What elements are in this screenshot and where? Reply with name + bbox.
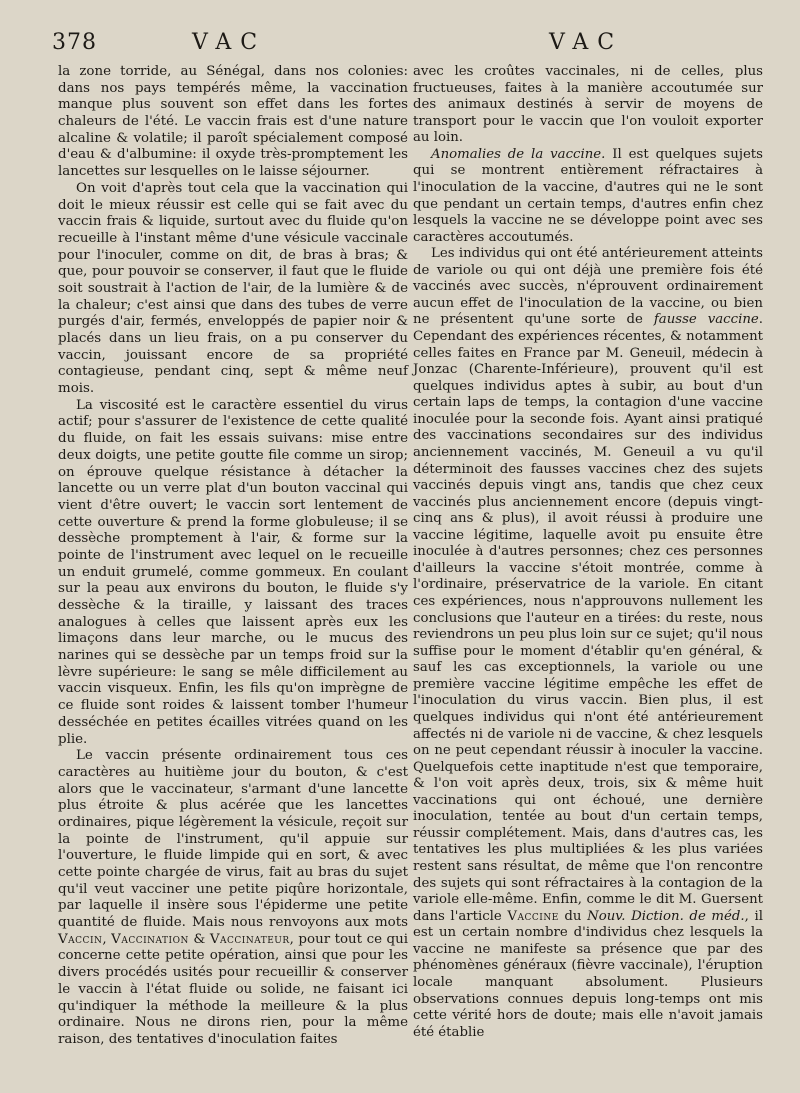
cross-reference-vaccination: Vaccination [111,931,189,947]
paragraph-continuation: avec les croûtes vaccinales, ni de celles, plus fructueuses, faites à la manière accoutumée sur des animaux destinés à servir de moyens de transport pour le vaccin que l'on vouloit exporter au loin. [413,64,763,146]
running-head-right: VAC [549,30,624,55]
cross-reference-vaccine: Vaccine [507,908,559,924]
left-column [58,64,408,1049]
paragraph-fluid-conservation: On voit d'après tout cela que la vaccination qui doit le mieux réussir est celle qui se fait avec du vaccin frais & liquide, surtout avec du fluide qu'on recueille à l'instant même d'une vésicule vaccinale pour l'inoculer, comme on dit, de bras à bras; & que, pour pouvoir se conserver, il faut que le fluide soit soustrait à l'action de l'air, de la lumière & de la chaleur; c'est ainsi que dans des tubes de verre purgés d'air, fermés, enveloppés de papier noir & placés dans un lieu frais, on a pu conserver du vaccin, jouissant encore de sa propriété contagieuse, pendant cinq, sept & même neuf mois. [58,180,408,397]
page-header [52,30,760,58]
page-number: 378 [52,30,97,55]
cross-reference-vaccinateur: Vaccinateur [209,931,290,947]
text-run: Il est quelques sujets qui se montrent entièrement réfractaires à l'inoculation de la vaccine, d'autres qui ne le sont que pendant un certain temps, d'autres enfin chez lesquels la vaccine ne se développe point avec ses caractères accoutumés. [413,146,763,245]
cited-work-title: Nouv. Diction. de méd. [587,908,745,924]
paragraph-anomalies [413,147,763,246]
text-run: , il est un certain nombre d'individus chez lesquels la vaccine ne manifeste sa présence que par des phénomènes généraux (fièvre vaccinale), l'éruption locale manquant absolument. Plusieurs observations connues depuis long-temps ont mis cette vérité hors de doute; mais elle n'avoit jamais été établie [413,908,763,1040]
paragraph-viscosity: La viscosité est le caractère essentiel du virus actif; pour s'assurer de l'existence de cette qualité du fluide, on fait les essais suivans: mise entre deux doigts, une petite goutte file comme un sirop; on éprouve quelque résistance à détacher la lancette ou un verre plat d'un bouton vaccinal qui vient d'être ouvert; le vaccin sort lentement de cette ouverture & prend la forme globuleuse; il se dessèche promptement à l'air, & forme sur la pointe de l'instrument avec lequel on le recueille un enduit grumelé, comme gommeux. En coulant sur la peau aux environs du bouton, le fluide s'y dessèche & la tiraille, y laissant des traces analogues à celles que laissent après eux les limaçons dans leur marche, ou le mucus des narines qui se dessèche par un temps froid sur la lèvre supérieure: le sang se mêle difficilement au vaccin visqueux. Enfin, les fils qu'on imprègne de ce fluide sont roides & laissent tomber l'humeur desséchée en petites écailles vitrées quand on les plie. [58,397,408,747]
term-fausse-vaccine: fausse vaccine [653,312,759,328]
text-run: du [558,908,588,924]
text-run: & [188,931,210,947]
text-run: , [102,931,112,947]
cross-reference-vaccin: Vaccin [58,931,103,947]
text-run: Les individus qui ont été antérieurement atteints de variole ou qui ont déjà une première fois été vaccinés avec succès, n'éprouvent ordinairement aucun effet de l'inoculation de la vaccine, ou bien ne présentent qu'une sorte de [413,246,763,328]
paragraph-vaccinator-procedure [58,748,408,1048]
right-column [413,64,763,1041]
paragraph-fausse-vaccine [413,246,763,1041]
text-run: Le vaccin présente ordinairement tous ces caractères au huitième jour du bouton, & c'est alors que le vaccinateur, s'armant d'une lancette plus étroite & plus acérée que les lancettes ordinaires, pique légèrement la vésicule, reçoit sur la pointe de l'instrument, qu'il appuie sur l'ouverture, le fluide limpide qui en sort, & avec cette pointe chargée de virus, fait au bras du sujet qu'il veut vacciner une petite piqûre horizontale, par laquelle il insère sous l'épiderme une petite quantité de fluide. Mais nous renvoyons aux mots [58,748,408,931]
text-run: , pour tout ce qui concerne cette petite opération, ainsi que pour les divers procédés usités pour recueillir & conserver le vaccin à l'état fluide ou solide, ne faisant ici qu'indiquer la méthode la meilleure & la plus ordinaire. Nous ne dirons rien, pour la même raison, des tentatives d'inoculation faites [58,931,409,1047]
running-head-left: VAC [192,30,267,55]
text-run: . Cependant des expériences récentes, & notamment celles faites en France par M. Geneuil, médecin à Jonzac (Charente-Inférieure), prouvent qu'il est quelques individus aptes à subir, au bout d'un certain laps de temps, la contagion d'une vaccine inoculée pour la seconde fois. Ayant ainsi pratiqué des vaccinations secondaires sur des individus anciennement vaccinés, M. Geneuil a vu qu'il déterminoit des fausses vaccines chez des sujets vaccinés depuis vingt ans, tandis que chez ceux vaccinés plus anciennement encore (depuis vingt-cinq ans & plus), il avoit réussi à produire une vaccine légitime, laquelle avoit pu ensuite être inoculée à d'autres personnes; chez ces personnes d'ailleurs la vaccine s'étoit montrée, comme à l'ordinaire, préservatrice de la variole. En citant ces expériences, nous n'approuvons nullement les conclusions que l'auteur en a tirées: du reste, nous reviendrons un peu plus loin sur ce sujet; qu'il nous suffise pour le moment d'établir qu'en général, & sauf les cas exceptionnels, la variole ou une première vaccine légitime empêche les effet de l'inoculation du virus vaccin. Bien plus, il est quelques individus qui n'ont été antérieurement affectés ni de variole ni de vaccine, & chez lesquels on ne peut cependant réussir à inoculer la vaccine. Quelquefois cette inaptitude n'est que temporaire, & l'on voit après deux, trois, six & même huit vaccinations qui ont échoué, une dernière inoculation, tentée au bout d'un certain temps, réussir complétement. Mais, dans d'autres cas, les tentatives les plus multipliées & les plus variées restent sans résultat, de même que l'on rencontre des sujets qui sont réfractaires à la contagion de la variole elle-même. Enfin, comme le dit M. Guersent dans l'article [413,312,763,924]
paragraph-continuation: la zone torride, au Sénégal, dans nos colonies: dans nos pays tempérés même, la vaccination manque plus souvent son effet dans les fortes chaleurs de l'été. Le vaccin frais est d'une nature alcaline & volatile; il paroît spécialement composé d'eau & d'albumine: il oxyde très-promptement les lancettes sur lesquelles on le laisse séjourner. [58,64,408,180]
section-heading-anomalies: Anomalies de la vaccine. [431,146,606,162]
